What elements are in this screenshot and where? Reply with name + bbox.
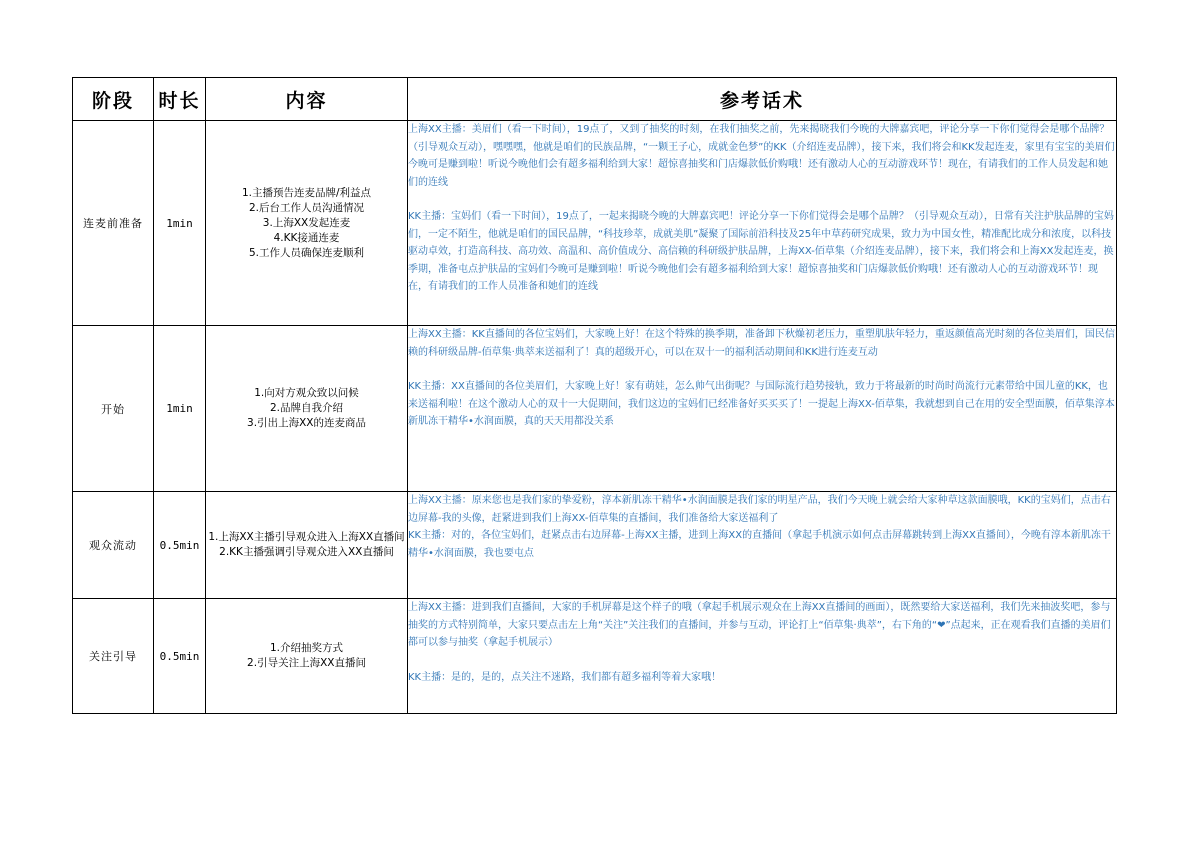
header-row (73, 78, 1117, 121)
content-line: 2.引导关注上海XX直播间 (247, 657, 366, 669)
script-cell (408, 492, 1117, 599)
live-script-table (72, 77, 1117, 714)
content-line: 1.上海XX主播引导观众进入上海XX直播间 (208, 531, 405, 543)
script-paragraph: 上海XX主播：进到我们直播间，大家的手机屏幕是这个样子的哦（拿起手机展示观众在上海XX直播间的画面），既然要给大家送福利，我们先来抽波奖吧，参与抽奖的方式特别简单，大家只要点击左上角“关注”关注我们的直播间，并参与互动，评论打上“佰草集·典萃”，右下角的“❤”点起来，正在观看我们直播的美眉们都可以参与抽奖（拿起手机展示） (408, 602, 1111, 648)
content-line: 1.介绍抽奖方式 (269, 642, 344, 654)
duration-cell: 0.5min (154, 492, 206, 599)
script-cell (408, 326, 1117, 492)
content-line: 1.向对方观众致以问候 (254, 387, 359, 399)
header-duration: 时长 (154, 78, 206, 121)
content-line: 2.后台工作人员沟通情况 (248, 201, 365, 214)
content-line: 2.品牌自我介绍 (269, 402, 344, 414)
duration-cell: 0.5min (154, 599, 206, 714)
content-line: 5.工作人员确保连麦顺利 (248, 246, 365, 259)
script-paragraph: KK主播：宝妈们（看一下时间），19点了，一起来揭晓今晚的大牌嘉宾吧！评论分享一下你们觉得会是哪个品牌？（引导观众互动），日常有关注护肤品牌的宝妈们，一定不陌生，他就是咱们的国民品牌，“科技珍萃，成就美肌”凝聚了国际前沿科技及25年中草药研究成果，致力为中国女性，精准配比成分和浓度，以科技驱动卓效，打造高科技、高功效、高温和、高价值成分、高信赖的科研级护肤品牌，上海XX-佰草集（介绍连麦品牌），接下来，我们将会和上海XX发起连麦，换季期，准备屯点护肤品的宝妈们今晚可是赚到啦！听说今晚他们会有超多福利给到大家！超惊喜抽奖和门店爆款低价购哦！还有激动人心的互动游戏环节！现在，有请我们的工作人员准备和她们的连线 (408, 211, 1114, 292)
content-cell (206, 492, 408, 599)
script-paragraph: 上海XX主播：原来您也是我们家的挚爱粉，淳本新肌冻干精华•水润面膜是我们家的明星产品，我们今天晚上就会给大家种草这款面膜哦，KK的宝妈们，点击右边屏幕-我的头像，赶紧进到我们上海XX-佰草集的直播间，我们准备给大家送福利了 (408, 495, 1111, 524)
duration-cell: 1min (154, 121, 206, 326)
content-line: 3.引出上海XX的连麦商品 (247, 417, 366, 429)
table-row (73, 492, 1117, 599)
table-row (73, 326, 1117, 492)
script-paragraph: KK主播：是的，是的，点关注不迷路，我们都有超多福利等着大家哦！ (408, 671, 722, 683)
content-cell (206, 326, 408, 492)
content-line: 4.KK接通连麦 (273, 231, 340, 244)
content-line: 1.主播预告连麦品牌/利益点 (241, 186, 372, 199)
content-line: 2.KK主播强调引导观众进入XX直播间 (219, 546, 394, 558)
script-cell (408, 599, 1117, 714)
script-paragraph: KK主播：XX直播间的各位美眉们，大家晚上好！家有萌娃，怎么帅气出街呢？与国际流行趋势接轨，致力于将最新的时尚时尚流行元素带给中国儿童的KK，也来送福利啦！在这个激动人心的双十一大促期间，我们这边的宝妈们已经准备好买买买了！一提起上海XX-佰草集，我就想到自己在用的安全型面膜，佰草集淳本新肌冻干精华•水润面膜，真的天天用都没关系 (408, 381, 1115, 427)
header-script: 参考话术 (408, 78, 1117, 121)
header-stage: 阶段 (73, 78, 154, 121)
duration-cell: 1min (154, 326, 206, 492)
stage-cell: 关注引导 (73, 599, 154, 714)
content-cell (206, 121, 408, 326)
header-content: 内容 (206, 78, 408, 121)
script-cell (408, 121, 1117, 326)
stage-cell: 观众流动 (73, 492, 154, 599)
content-cell (206, 599, 408, 714)
stage-cell: 连麦前准备 (73, 121, 154, 326)
script-paragraph: KK主播：对的，各位宝妈们，赶紧点击右边屏幕-上海XX主播，进到上海XX的直播间（拿起手机演示如何点击屏幕跳转到上海XX直播间），今晚有淳本新肌冻干精华•水润面膜，我也要屯点 (408, 530, 1111, 559)
stage-cell: 开始 (73, 326, 154, 492)
table-row (73, 121, 1117, 326)
content-line: 3.上海XX发起连麦 (262, 216, 351, 229)
script-paragraph: 上海XX主播：美眉们（看一下时间），19点了，又到了抽奖的时刻，在我们抽奖之前，先来揭晓我们今晚的大牌嘉宾吧，评论分享一下你们觉得会是哪个品牌？（引导观众互动），嘿嘿嘿，他就是咱们的民族品牌，“一颗王子心，成就金色梦”的KK（介绍连麦品牌），接下来，我们将会和KK发起连麦，家里有宝宝的美眉们今晚可是赚到啦！听说今晚他们会有超多福利给到大家！超惊喜抽奖和门店爆款低价购哦！还有激动人心的互动游戏环节！现在，有请我们的工作人员发起和她们的连线 (408, 124, 1115, 188)
script-paragraph: 上海XX主播：KK直播间的各位宝妈们，大家晚上好！在这个特殊的换季期，准备卸下秋燥初老压力，重塑肌肤年轻力，重返颜值高光时刻的各位美眉们，国民信赖的科研级品牌-佰草集·典萃来送福利了！真的超级开心，可以在双十一的福利活动期间和KK进行连麦互动 (408, 329, 1115, 358)
table-row (73, 599, 1117, 714)
